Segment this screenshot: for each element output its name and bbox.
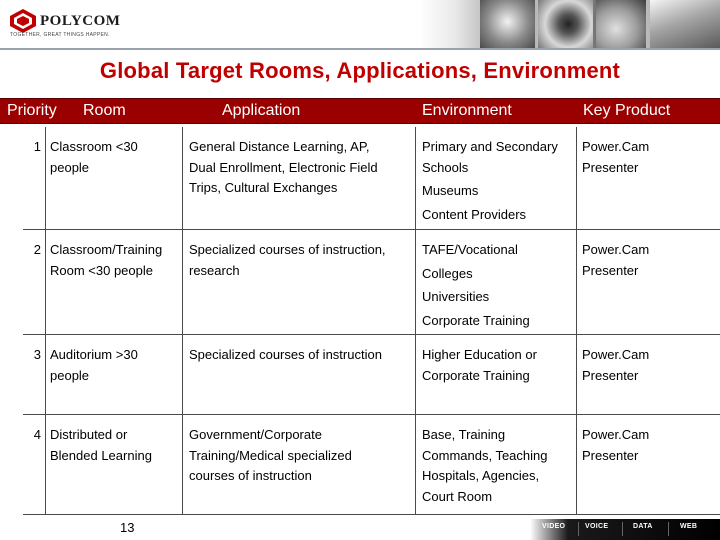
- key-product-line: Power.Cam: [582, 139, 650, 154]
- row-room: [50, 335, 180, 386]
- banner-photo-person: [480, 0, 535, 48]
- page-title: Global Target Rooms, Applications, Environment: [99, 58, 621, 83]
- table-row: [23, 230, 720, 335]
- row-environment: [422, 230, 582, 331]
- room-line: Classroom/Training: [50, 242, 163, 257]
- environment-line: Museums: [422, 183, 479, 198]
- row-environment: [422, 335, 582, 386]
- banner-photo-phone: [650, 0, 720, 48]
- column-divider: [182, 127, 183, 515]
- key-product-line: Presenter: [582, 367, 639, 383]
- brand-tagline: TOGETHER, GREAT THINGS HAPPEN.: [10, 32, 110, 38]
- environment-line: Base, Training: [422, 427, 506, 442]
- footer-separator: [622, 522, 623, 536]
- column-divider: [45, 127, 46, 515]
- key-product-line: Presenter: [582, 262, 639, 278]
- environment-line: Content Providers: [422, 206, 527, 222]
- environment-line: Court Room: [422, 488, 493, 504]
- row-room: [50, 415, 180, 466]
- environment-line: Corporate Training: [422, 312, 530, 328]
- application-line: Dual Enrollment, Electronic Field: [189, 159, 378, 175]
- column-divider: [415, 127, 416, 515]
- banner-photo-device: [596, 0, 646, 48]
- application-line: Specialized courses of instruction,: [189, 242, 386, 257]
- key-product-line: Presenter: [582, 159, 639, 175]
- application-line: Trips, Cultural Exchanges: [189, 180, 338, 195]
- row-application: [189, 335, 414, 366]
- application-line: Government/Corporate: [189, 427, 322, 442]
- room-line: Distributed or: [50, 427, 128, 442]
- header-key-product: Key Product: [583, 102, 671, 119]
- environment-line: Commands, Teaching: [422, 447, 548, 463]
- polycom-logo-mark-icon: [8, 8, 38, 34]
- header-application: Application: [222, 102, 301, 119]
- table-row: [23, 415, 720, 515]
- row-environment: [422, 127, 582, 225]
- brand-name: POLYCOM: [40, 13, 121, 29]
- room-line: Classroom <30: [50, 139, 138, 154]
- banner-photo-strip: [420, 0, 720, 48]
- application-line: Training/Medical specialized: [189, 447, 352, 463]
- row-key-product: [582, 335, 692, 386]
- row-room: [50, 127, 180, 178]
- column-divider: [576, 127, 577, 515]
- row-priority: 2: [33, 242, 41, 257]
- footer-voice: VOICE: [585, 523, 609, 530]
- row-application: [189, 230, 414, 281]
- table-row: [23, 335, 720, 415]
- environment-line: TAFE/Vocational: [422, 242, 518, 257]
- environment-line: Corporate Training: [422, 367, 530, 383]
- target-rooms-table: [23, 127, 720, 515]
- room-line: Auditorium >30: [50, 347, 138, 362]
- footer-bar: [530, 519, 720, 540]
- row-application: [189, 127, 414, 199]
- footer-web: WEB: [680, 523, 698, 530]
- application-line: research: [189, 262, 240, 278]
- banner-photo-camera: [538, 0, 593, 48]
- row-room: [50, 230, 180, 281]
- environment-line: Hospitals, Agencies,: [422, 468, 540, 483]
- room-line: people: [50, 159, 90, 175]
- environment-line: Higher Education or: [422, 347, 537, 362]
- row-priority: 4: [33, 427, 41, 442]
- application-line: General Distance Learning, AP,: [189, 139, 370, 154]
- polycom-logo: [8, 8, 128, 42]
- header-banner: [0, 0, 720, 48]
- footer-data: DATA: [633, 523, 653, 530]
- header-environment: Environment: [422, 102, 512, 119]
- footer-separator: [668, 522, 669, 536]
- key-product-line: Power.Cam: [582, 427, 650, 442]
- room-line: Room <30 people: [50, 262, 153, 278]
- table-row: [23, 127, 720, 230]
- row-environment: [422, 415, 582, 507]
- row-priority: 3: [33, 347, 41, 362]
- header-room: Room: [83, 102, 126, 119]
- application-line: courses of instruction: [189, 468, 312, 483]
- environment-line: Colleges: [422, 265, 473, 281]
- key-product-line: Presenter: [582, 447, 639, 463]
- row-priority: 1: [33, 139, 41, 154]
- footer-separator: [578, 522, 579, 536]
- row-application: [189, 415, 414, 487]
- key-product-line: Power.Cam: [582, 347, 650, 362]
- banner-divider: [0, 48, 720, 50]
- page-number: 13: [120, 520, 135, 535]
- key-product-line: Power.Cam: [582, 242, 650, 257]
- row-key-product: [582, 415, 692, 466]
- environment-line: Universities: [422, 289, 490, 304]
- row-key-product: [582, 127, 692, 178]
- environment-line: Schools: [422, 159, 469, 175]
- table-header: [0, 98, 720, 124]
- room-line: people: [50, 367, 90, 383]
- header-priority: Priority: [7, 102, 57, 119]
- row-key-product: [582, 230, 692, 281]
- room-line: Blended Learning: [50, 447, 152, 463]
- footer-video: VIDEO: [542, 523, 566, 530]
- environment-line: Primary and Secondary: [422, 139, 558, 154]
- application-line: Specialized courses of instruction: [189, 347, 382, 362]
